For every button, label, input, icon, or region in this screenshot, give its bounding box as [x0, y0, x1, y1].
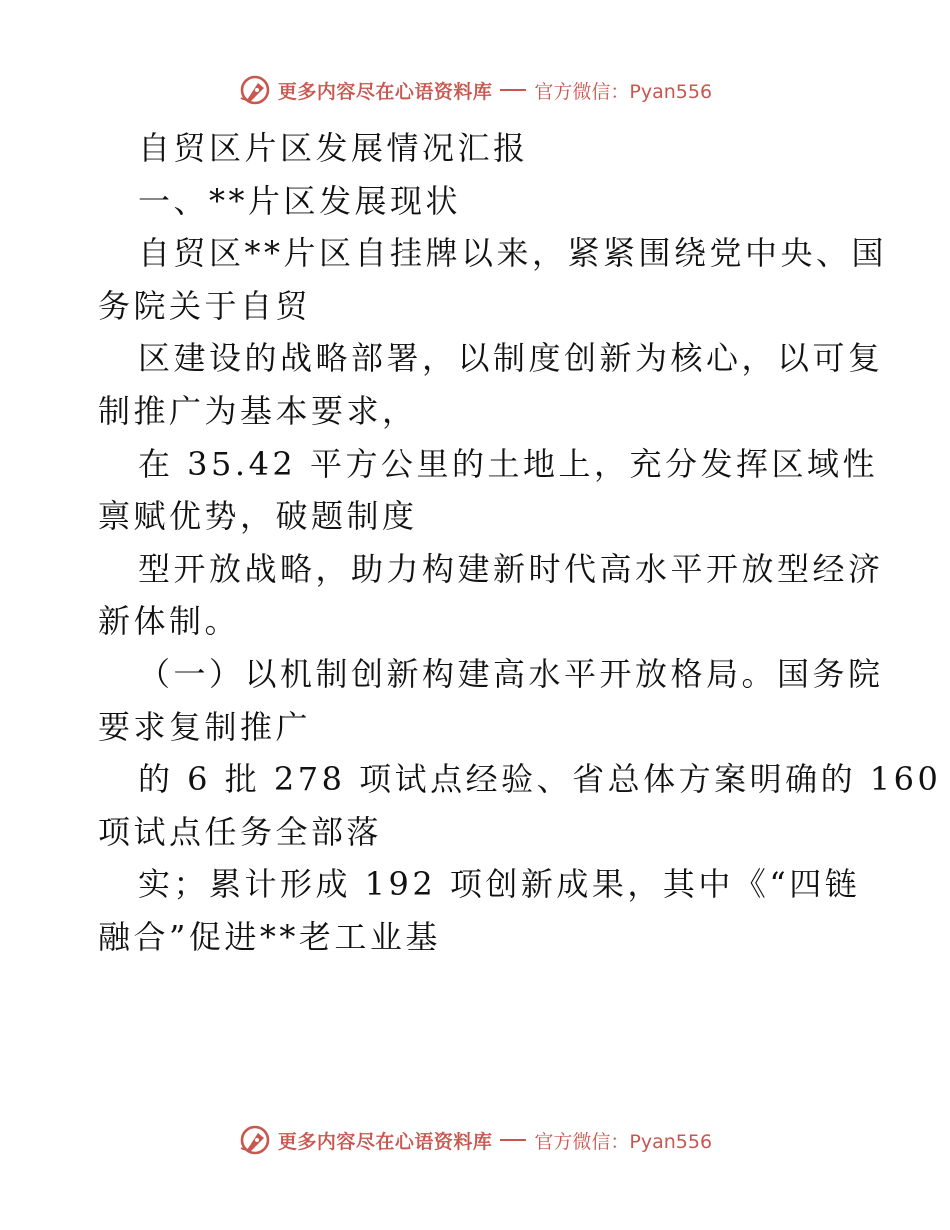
pen-nib-circle-icon — [238, 1123, 272, 1157]
document-line: 制推广为基本要求， — [98, 391, 418, 430]
document-line: 实；累计形成 192 项创新成果，其中《“四链 — [138, 865, 861, 904]
document-line: 融合”促进**老工业基 — [98, 917, 441, 956]
document-body — [98, 122, 942, 964]
document-line: 项试点任务全部落 — [98, 812, 383, 851]
document-line: 型开放战略，助力构建新时代高水平开放型经济 — [138, 549, 884, 588]
watermark-brand: 更多内容尽在心语资料库 — [277, 1130, 493, 1153]
document-line: 的 6 批 278 项试点经验、省总体方案明确的 160 — [138, 760, 942, 799]
watermark-dash — [500, 89, 526, 91]
watermark-contact: 官方微信：Pyan556 — [534, 80, 713, 103]
document-line: 务院关于自贸 — [98, 286, 312, 325]
document-line: 区建设的战略部署，以制度创新为核心，以可复 — [138, 339, 884, 378]
document-line: 一、**片区发展现状 — [138, 181, 462, 220]
footer-watermark — [0, 1120, 950, 1160]
watermark-contact: 官方微信：Pyan556 — [534, 1130, 713, 1153]
document-line: 在 35.42 平方公里的土地上，充分发挥区域性 — [138, 444, 878, 483]
watermark-dash — [500, 1139, 526, 1141]
pen-nib-circle-icon — [238, 73, 272, 107]
document-line: 要求复制推广 — [98, 707, 312, 746]
header-watermark — [0, 70, 950, 110]
document-line: （一）以机制创新构建高水平开放格局。国务院 — [138, 654, 884, 693]
document-line: 自贸区**片区自挂牌以来，紧紧围绕党中央、国 — [138, 234, 888, 273]
document-line: 禀赋优势，破题制度 — [98, 497, 418, 536]
document-line: 新体制。 — [98, 602, 241, 641]
document-line: 自贸区片区发展情况汇报 — [138, 129, 529, 167]
watermark-brand: 更多内容尽在心语资料库 — [277, 80, 493, 103]
